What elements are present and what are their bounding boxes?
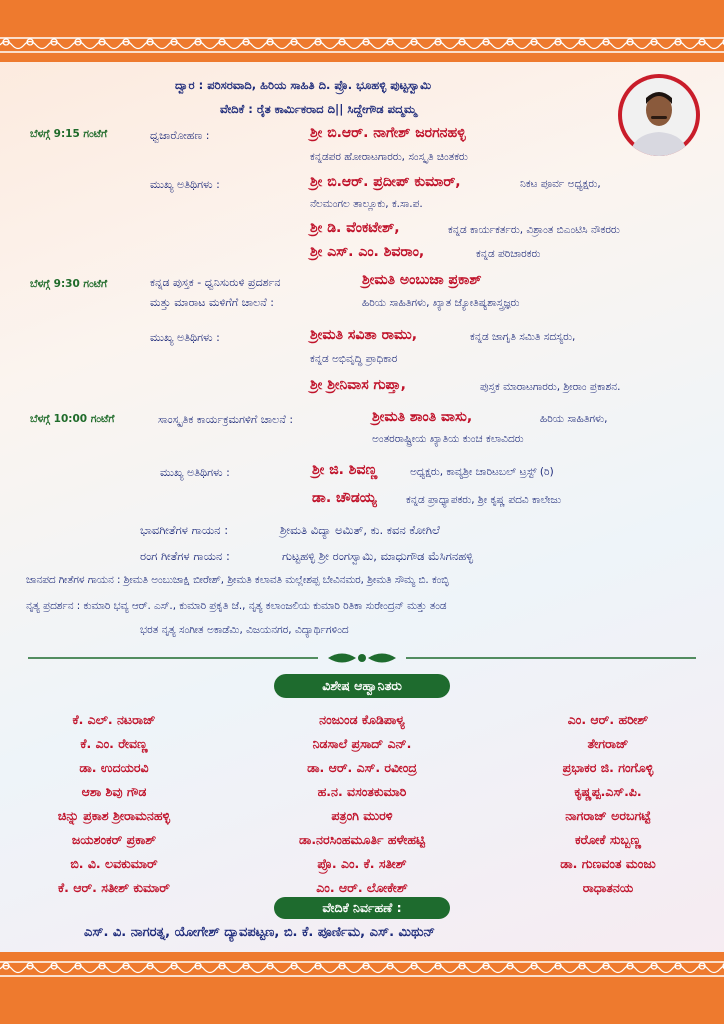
ranga-names: ಗುಟ್ಟಹಳ್ಳಿ ಶ್ರೀ ರಂಗಸ್ವಾಮಿ, ಮಾಧುಗೌಡ ಮೆಸಿಗನಹಳ್ಳಿ [282,549,474,563]
session3-time: ಬೆಳಗ್ಗೆ 10:00 ಗಂಟೆಗೆ [30,413,115,425]
session1-flag-name: ಶ್ರೀ ಬಿ.ಆರ್. ನಾಗೇಶ್ ಜರಗನಹಳ್ಳಿ [310,125,466,141]
top-scroll-ornament [0,36,724,54]
session2-guest1-desc: ಕನ್ನಡ ಜಾಗೃತಿ ಸಮಿತಿ ಸದಸ್ಯರು, [470,331,576,343]
invitee-name: ಕೆ. ಎಲ್. ನಟರಾಜ್ [72,712,156,727]
invitee-name: ನಿಡಸಾಲೆ ಪ್ರಸಾದ್ ಎನ್. [312,736,412,751]
bhavageethe-names: ಶ್ರೀಮತಿ ವಿದ್ಯಾ ಅಮಿತ್, ಕು. ಕವನ ಕೋಗಿಲೆ [280,523,440,537]
invitee-name: ಡಾ. ಉದಯರವಿ [79,760,149,775]
invitee-name: ಡಾ. ಗುಣವಂತ ಮಂಜು [560,856,656,871]
session2-guests-label: ಮುಖ್ಯ ಅತಿಥಿಗಳು : [150,331,220,344]
session1-guest3-desc: ಕನ್ನಡ ಪರಿಚಾರಕರು [476,248,541,260]
bottom-scroll-ornament [0,960,724,978]
session1-guest1-desc: ನಿಕಟ ಪೂರ್ವ ಅಧ್ಯಕ್ಷರು, [520,178,601,190]
session1-guest2-desc: ಕನ್ನಡ ಕಾರ್ಯಕರ್ತರು, ವಿಶ್ರಾಂತ ಬಿಎಂಟಿಸಿ ನೌಕರರು [448,224,620,236]
invitee-name: ಕೃಷ್ಣಪ್ಪ.ಎಸ್.ಪಿ. [574,784,642,799]
session1-guest1-name: ಶ್ರೀ ಬಿ.ಆರ್. ಪ್ರದೀಪ್ ಕುಮಾರ್, [310,174,461,190]
session3-desc: ಹಿರಿಯ ಸಾಹಿತಿಗಳು, [540,413,608,425]
ranga-label: ರಂಗ ಗೀತೆಗಳ ಗಾಯನ : [140,549,230,563]
session3-desc2: ಅಂತರರಾಷ್ಟ್ರೀಯ ಖ್ಯಾತಿಯ ಕುಂಚ ಕಲಾವಿದರು [372,433,524,445]
invitee-name: ನಾಗರಾಜ್ ಅರಬಗಟ್ಟೆ [565,808,651,823]
invitee-name: ಜಯಶಂಕರ್ ಪ್ರಕಾಶ್ [71,832,157,847]
section-divider [8,650,716,664]
invitee-name: ಡಾ.ನರಸಿಂಹಮೂರ್ತಿ ಹಳೇಹಟ್ಟಿ [298,832,426,847]
session2-guest2-name: ಶ್ರೀ ಶ್ರೀನಿವಾಸ ಗುಪ್ತಾ, [310,377,406,393]
session3-label: ಸಾಂಸ್ಕೃತಿಕ ಕಾರ್ಯಕ್ರಮಗಳಿಗೆ ಚಾಲನೆ : [158,413,294,426]
invitee-name: ಆಶಾ ಶಿವು ಗೌಡ [81,784,147,799]
session2-label2: ಮತ್ತು ಮಾರಾಟ ಮಳಿಗೆಗೆ ಚಾಲನೆ : [150,296,274,309]
session2-guest2-desc: ಪುಸ್ತಕ ಮಾರಾಟಗಾರರು, ಶ್ರೀರಾಂ ಪ್ರಕಾಶನ. [480,381,621,393]
session3-name: ಶ್ರೀಮತಿ ಶಾಂತಿ ವಾಸು, [372,409,473,425]
nritya-line: ನೃತ್ಯ ಪ್ರದರ್ಶನ : ಕುಮಾರಿ ಭವ್ಯ ಆರ್. ಎಸ್., ಕುಮಾರಿ ಪ್ರಕೃತಿ ಜೆ., ನೃತ್ಯ ಕಲಾಂಜಲಿಯ ಕುಮಾರಿ ರಿತಿಕಾ ಸುರೇಂದ್ರನ್ ಮತ್ತು ತಂಡ [26,600,447,612]
invitee-name: ಕರೋಕೆ ಸುಬ್ಬಣ್ಣ [575,832,641,847]
session2-time: ಬೆಳಗ್ಗೆ 9:30 ಗಂಟೆಗೆ [30,278,108,290]
stage-line: ವೇದಿಕೆ : ರೈತ ಕಾರ್ಮಿಕರಾದ ದಿ|| ಸಿದ್ದೇಗೌಡ ಪದ್ಮಮ್ಮ [220,102,417,116]
session2-name: ಶ್ರೀಮತಿ ಅಂಬುಜಾ ಪ್ರಕಾಶ್ [362,272,482,288]
session1-flag-label: ಧ್ವಜಾರೋಹಣ : [150,129,210,142]
bhavageethe-label: ಭಾವಗೀತೆಗಳ ಗಾಯನ : [140,523,229,537]
invitee-name: ಪ್ರೊ. ಎಂ. ಕೆ. ಸತೀಶ್ [317,856,407,871]
session2-guest1-name: ಶ್ರೀಮತಿ ಸವಿತಾ ರಾಮು, [310,327,418,343]
invitee-name: ರಾಧಾತನಯ [582,880,634,895]
session1-guest3-name: ಶ್ರೀ ಎಸ್. ಎಂ. ಶಿವರಾಂ, [310,244,425,260]
janapada-line: ಜಾನಪದ ಗೀತೆಗಳ ಗಾಯನ : ಶ್ರೀಮತಿ ಅಂಬುಜಾಕ್ಷಿ ಬೀರೇಶ್, ಶ್ರೀಮತಿ ಕಲಾವತಿ ಮಲ್ಲೇಶಪ್ಪ ಬೇವಿನಮರ, ಶ್ರೀಮತಿ ಸೌಮ್ಯ ಬಿ. ಕಂಬ್ಳಿ [26,574,449,586]
invitee-name: ಎಂ. ಆರ್. ಹರೀಶ್ [567,712,649,727]
invitee-name: ಕೆ. ಎಂ. ರೇವಣ್ಣ [80,736,148,751]
invitee-name: ಪ್ರಭಾಕರ ಜಿ. ಗಂಗೊಳ್ಳಿ [562,760,654,775]
session2-desc: ಹಿರಿಯ ಸಾಹಿತಿಗಳು, ಖ್ಯಾತ ಜ್ಯೋತಿಷ್ಯಶಾಸ್ತ್ರಜ್ಞರು [362,297,520,309]
invitee-name: ಕೆ. ಆರ್. ಸತೀಶ್ ಕುಮಾರ್ [58,880,170,895]
anchor-names: ಎಸ್. ವಿ. ನಾಗರತ್ನ, ಯೋಗೇಶ್ ದ್ಯಾವಪಟ್ಟಣ, ಬಿ. ಕೆ. ಪೂರ್ಣಿಮ, ಎಸ್. ಮಿಥುನ್ [84,925,435,940]
nritya-line2: ಭರತ ನೃತ್ಯ ಸಂಗೀತ ಅಕಾಡೆಮಿ, ವಿಜಯನಗರ, ವಿದ್ಯಾರ್ಥಿಗಳಿಂದ [140,624,349,636]
session3-guest1-desc: ಅಧ್ಯಕ್ಷರು, ಕಾವ್ಯಶ್ರೀ ಚಾರಿಟಬಲ್ ಟ್ರಸ್ಟ್ (ರಿ) [410,466,554,478]
invitee-name: ಹ.ನ. ವಸಂತಕುಮಾರಿ [317,784,407,799]
invitee-name: ಬಿ. ವಿ. ಲವಕುಮಾರ್ [70,856,158,871]
special-invitees-title: ವಿಶೇಷ ಆಹ್ವಾನಿತರು [274,674,450,698]
session1-guest2-name: ಶ್ರೀ ಡಿ. ವೆಂಕಟೇಶ್, [310,220,400,236]
invitee-name: ತೇಗರಾಜ್ [587,736,629,751]
invitee-name: ಪತ್ರಂಗಿ ಮುರಳಿ [331,808,393,823]
guest-photo [618,74,700,156]
session3-guest2-desc: ಕನ್ನಡ ಪ್ರಾಧ್ಯಾಪಕರು, ಶ್ರೀ ಕೃಷ್ಣ ಪದವಿ ಕಾಲೇಜು [406,494,562,506]
session2-label1: ಕನ್ನಡ ಪುಸ್ತಕ - ಧ್ವನಿಸುರುಳಿ ಪ್ರದರ್ಶನ [150,276,281,289]
anchor-title: ವೇದಿಕೆ ನಿರ್ವಹಣೆ : [274,897,450,919]
invitee-name: ಚಿನ್ನು ಪ್ರಕಾಶ ಶ್ರೀರಾಮನಹಳ್ಳಿ [57,808,171,823]
invitee-name: ಡಾ. ಆರ್. ಎಸ್. ರವೀಂದ್ರ [307,760,417,775]
session1-time: ಬೆಳಗ್ಗೆ 9:15 ಗಂಟೆಗೆ [30,128,108,140]
session1-flag-desc: ಕನ್ನಡಪರ ಹೋರಾಟಗಾರರು, ಸಂಸ್ಕೃತಿ ಚಿಂತಕರು [310,151,468,163]
session3-guests-label: ಮುಖ್ಯ ಅತಿಥಿಗಳು : [160,466,230,479]
invitee-name: ಎಂ. ಆರ್. ಲೋಕೇಶ್ [316,880,408,895]
session1-guest1-desc2: ನೆಲಮಂಗಲ ತಾಲ್ಲೂಕು, ಕ.ಸಾ.ಪ. [310,198,423,210]
invitee-name: ನಂಜುಂಡ ಕೊಡಿಪಾಳ್ಯ [319,712,405,727]
session1-guests-label: ಮುಖ್ಯ ಅತಿಥಿಗಳು : [150,178,220,191]
session3-guest2-name: ಡಾ. ಚೌಡಯ್ಯ [312,490,377,506]
session3-guest1-name: ಶ್ರೀ ಜಿ. ಶಿವಣ್ಣ [312,462,378,478]
session2-guest1-desc2: ಕನ್ನಡ ಅಭಿವೃದ್ಧಿ ಪ್ರಾಧಿಕಾರ [310,353,398,365]
inauguration-line: ದ್ವಾರ : ಪರಿಸರವಾದಿ, ಹಿರಿಯ ಸಾಹಿತಿ ದಿ. ಪ್ರೊ. ಭೂಹಳ್ಳಿ ಪುಟ್ಟಸ್ವಾಮಿ [175,78,432,92]
